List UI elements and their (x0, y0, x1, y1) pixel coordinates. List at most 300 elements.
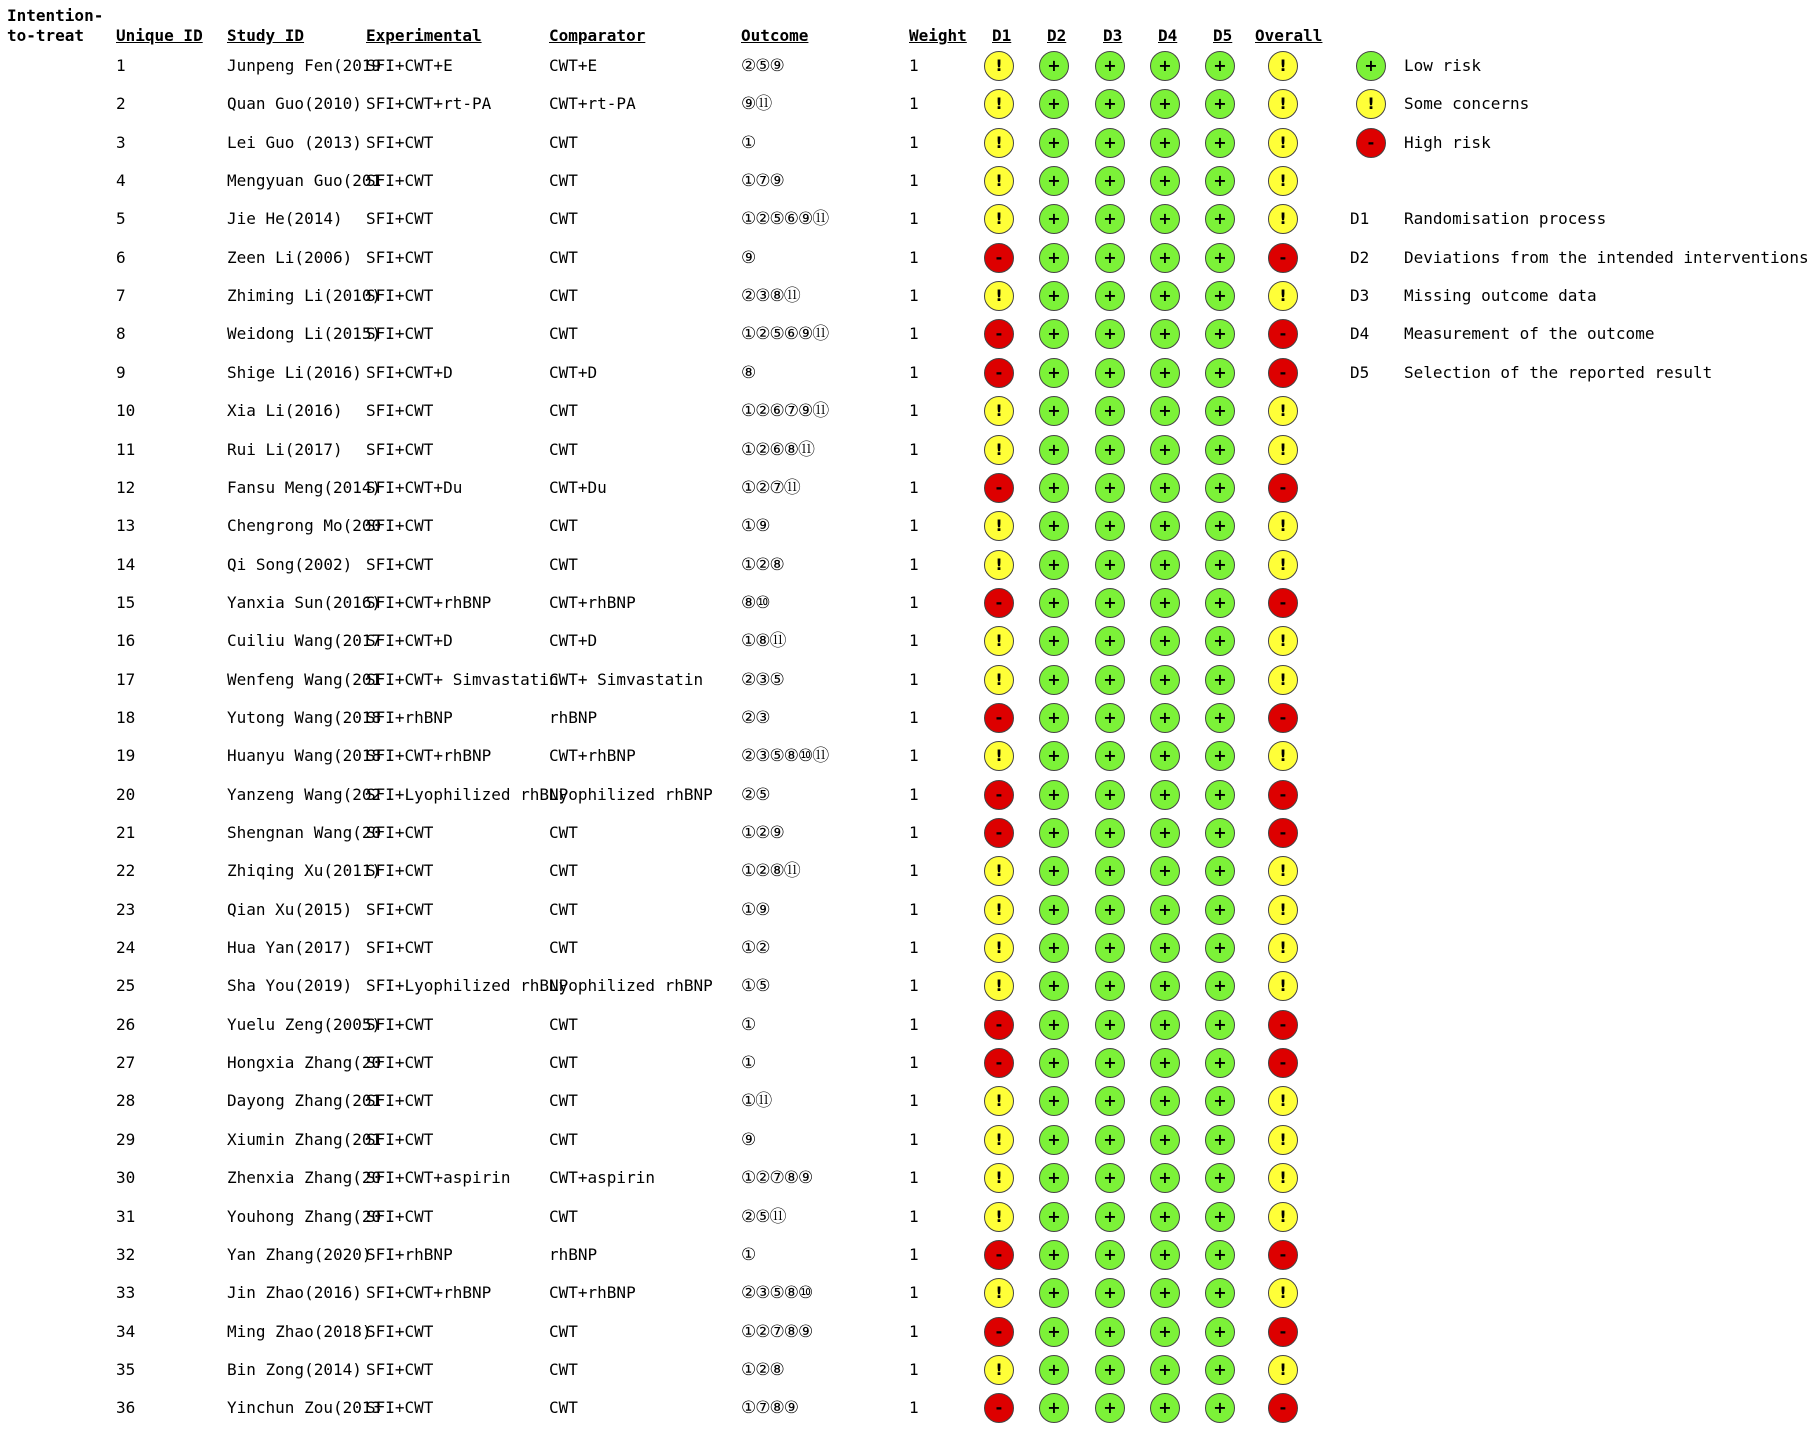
d3-judgement-icon: + (1095, 435, 1125, 465)
d3-judgement-icon: + (1095, 741, 1125, 771)
overall-judgement-icon: - (1268, 1010, 1298, 1040)
weight-cell: 1 (909, 1283, 919, 1303)
d5-judgement-icon: + (1205, 435, 1235, 465)
d3-judgement-icon: + (1095, 166, 1125, 196)
d4-judgement-icon: + (1150, 281, 1180, 311)
d3-judgement-icon: + (1095, 1048, 1125, 1078)
weight-cell: 1 (909, 132, 919, 152)
unique-id-cell: 27 (116, 1053, 136, 1073)
experimental-cell: SFI+CWT (366, 1398, 434, 1418)
unique-id-cell: 11 (116, 439, 136, 459)
d2-judgement-icon: + (1039, 204, 1069, 234)
d3-judgement-icon: + (1095, 243, 1125, 273)
d3-judgement-icon: + (1095, 895, 1125, 925)
overall-judgement-icon: ! (1268, 933, 1298, 963)
d4-judgement-icon: + (1150, 1086, 1180, 1116)
comparator-cell: CWT (549, 401, 578, 421)
d2-judgement-icon: + (1039, 473, 1069, 503)
experimental-cell: SFI+CWT (366, 1321, 434, 1341)
d5-judgement-icon: + (1205, 1355, 1235, 1385)
d1-judgement-icon: - (984, 818, 1014, 848)
experimental-cell: SFI+CWT (366, 938, 434, 958)
legend-item-low (1356, 47, 1756, 85)
domain-item (1350, 277, 1770, 315)
experimental-cell: SFI+CWT (366, 899, 434, 919)
d1-judgement-icon: - (984, 703, 1014, 733)
weight-cell: 1 (909, 899, 919, 919)
unique-id-cell: 25 (116, 976, 136, 996)
domain-name: Deviations from the intended interventions (1404, 247, 1809, 267)
d5-judgement-icon: + (1205, 741, 1235, 771)
header-d5: D5 (1213, 26, 1233, 45)
d2-judgement-icon: + (1039, 818, 1069, 848)
study-id-cell: Youhong Zhang(20 (227, 1206, 382, 1226)
outcome-cell: ①⑪ (741, 1091, 772, 1112)
d1-judgement-icon: ! (984, 128, 1014, 158)
legend-item-high (1356, 124, 1756, 162)
overall-judgement-icon: ! (1268, 1125, 1298, 1155)
comparator-cell: CWT (549, 1206, 578, 1226)
d4-judgement-icon: + (1150, 1317, 1180, 1347)
d3-judgement-icon: + (1095, 550, 1125, 580)
experimental-cell: SFI+CWT (366, 554, 434, 574)
d4-judgement-icon: + (1150, 435, 1180, 465)
d4-judgement-icon: + (1150, 1048, 1180, 1078)
unique-id-cell: 28 (116, 1091, 136, 1111)
study-id-cell: Quan Guo(2010) (227, 94, 362, 114)
d1-judgement-icon: ! (984, 435, 1014, 465)
d3-judgement-icon: + (1095, 1163, 1125, 1193)
domain-name: Measurement of the outcome (1404, 324, 1655, 344)
table-row (0, 661, 1772, 699)
d4-judgement-icon: + (1150, 204, 1180, 234)
d1-judgement-icon: ! (984, 1278, 1014, 1308)
comparator-cell: CWT (549, 1359, 578, 1379)
d4-judgement-icon: + (1150, 703, 1180, 733)
unique-id-cell: 6 (116, 247, 126, 267)
d1-judgement-icon: ! (984, 550, 1014, 580)
unique-id-cell: 5 (116, 209, 126, 229)
domain-code: D3 (1350, 286, 1370, 306)
table-row (0, 546, 1772, 584)
d3-judgement-icon: + (1095, 1355, 1125, 1385)
weight-cell: 1 (909, 247, 919, 267)
d3-judgement-icon: + (1095, 703, 1125, 733)
experimental-cell: SFI+CWT (366, 324, 434, 344)
legend-low-icon: + (1356, 51, 1386, 81)
table-row (0, 699, 1772, 737)
d5-judgement-icon: + (1205, 780, 1235, 810)
d1-judgement-icon: ! (984, 281, 1014, 311)
d2-judgement-icon: + (1039, 856, 1069, 886)
overall-judgement-icon: ! (1268, 435, 1298, 465)
weight-cell: 1 (909, 286, 919, 306)
table-row (0, 507, 1772, 545)
d5-judgement-icon: + (1205, 1278, 1235, 1308)
d1-judgement-icon: ! (984, 1202, 1014, 1232)
table-row (0, 431, 1772, 469)
d1-judgement-icon: ! (984, 741, 1014, 771)
weight-cell: 1 (909, 554, 919, 574)
domain-code: D4 (1350, 324, 1370, 344)
experimental-cell: SFI+CWT+rhBNP (366, 592, 492, 612)
table-row (0, 1159, 1772, 1197)
unique-id-cell: 21 (116, 823, 136, 842)
experimental-cell: SFI+CWT (366, 401, 434, 421)
d4-judgement-icon: + (1150, 1393, 1180, 1423)
study-id-cell: Zhiming Li(2010) (227, 286, 382, 306)
experimental-cell: SFI+CWT (366, 209, 434, 229)
d4-judgement-icon: + (1150, 665, 1180, 695)
study-id-cell: Yan Zhang(2020) (227, 1244, 372, 1264)
weight-cell: 1 (909, 1129, 919, 1149)
domain-name: Randomisation process (1404, 209, 1607, 229)
overall-judgement-icon: - (1268, 319, 1298, 349)
outcome-cell: ②③⑧⑪ (741, 286, 800, 307)
study-id-cell: Mengyuan Guo(201 (227, 171, 382, 191)
overall-judgement-icon: - (1268, 1048, 1298, 1078)
d2-judgement-icon: + (1039, 128, 1069, 158)
d5-judgement-icon: + (1205, 588, 1235, 618)
d3-judgement-icon: + (1095, 396, 1125, 426)
d5-judgement-icon: + (1205, 511, 1235, 541)
overall-judgement-icon: ! (1268, 1355, 1298, 1385)
d1-judgement-icon: - (984, 780, 1014, 810)
overall-judgement-icon: - (1268, 588, 1298, 618)
d3-judgement-icon: + (1095, 51, 1125, 81)
table-row (0, 814, 1772, 852)
d3-judgement-icon: + (1095, 128, 1125, 158)
experimental-cell: SFI+CWT (366, 1053, 434, 1073)
weight-cell: 1 (909, 861, 919, 881)
experimental-cell: SFI+CWT (366, 247, 434, 267)
d3-judgement-icon: + (1095, 1393, 1125, 1423)
overall-judgement-icon: ! (1268, 128, 1298, 158)
experimental-cell: SFI+CWT+rhBNP (366, 746, 492, 766)
experimental-cell: SFI+CWT (366, 1091, 434, 1111)
d3-judgement-icon: + (1095, 511, 1125, 541)
title-line-1: Intention- (7, 6, 104, 25)
overall-judgement-icon: ! (1268, 741, 1298, 771)
comparator-cell: CWT+rhBNP (549, 746, 636, 766)
table-row (0, 1236, 1772, 1274)
weight-cell: 1 (909, 1091, 919, 1111)
d1-judgement-icon: - (984, 319, 1014, 349)
d2-judgement-icon: + (1039, 1317, 1069, 1347)
d4-judgement-icon: + (1150, 1355, 1180, 1385)
study-id-cell: Weidong Li(2015) (227, 324, 382, 344)
d1-judgement-icon: ! (984, 1355, 1014, 1385)
d2-judgement-icon: + (1039, 358, 1069, 388)
comparator-cell: Lyophilized rhBNP (549, 784, 713, 804)
d5-judgement-icon: + (1205, 473, 1235, 503)
unique-id-cell: 24 (116, 938, 136, 958)
domain-name: Missing outcome data (1404, 286, 1597, 306)
table-row (0, 622, 1772, 660)
d1-judgement-icon: - (984, 1010, 1014, 1040)
comparator-cell: CWT (549, 938, 578, 958)
d4-judgement-icon: + (1150, 396, 1180, 426)
unique-id-cell: 7 (116, 286, 126, 306)
d5-judgement-icon: + (1205, 971, 1235, 1001)
study-id-cell: Zhiqing Xu(2011) (227, 861, 382, 881)
d1-judgement-icon: - (984, 1393, 1014, 1423)
unique-id-cell: 17 (116, 669, 136, 689)
experimental-cell: SFI+CWT+aspirin (366, 1168, 511, 1188)
d3-judgement-icon: + (1095, 1317, 1125, 1347)
experimental-cell: SFI+rhBNP (366, 1244, 453, 1264)
comparator-cell: CWT+D (549, 631, 598, 651)
table-row (0, 1006, 1772, 1044)
overall-judgement-icon: - (1268, 473, 1298, 503)
weight-cell: 1 (909, 362, 919, 382)
d4-judgement-icon: + (1150, 166, 1180, 196)
study-id-cell: Xiumin Zhang(201 (227, 1129, 382, 1149)
experimental-cell: SFI+CWT+D (366, 631, 453, 651)
overall-judgement-icon: ! (1268, 511, 1298, 541)
header-comparator: Comparator (549, 26, 646, 45)
d2-judgement-icon: + (1039, 1202, 1069, 1232)
outcome-cell: ①② (741, 938, 770, 959)
header-d4: D4 (1158, 26, 1178, 45)
table-row (0, 891, 1772, 929)
d4-judgement-icon: + (1150, 358, 1180, 388)
outcome-cell: ① (741, 1014, 756, 1035)
comparator-cell: Lyophilized rhBNP (549, 976, 713, 996)
weight-cell: 1 (909, 477, 919, 497)
overall-judgement-icon: ! (1268, 856, 1298, 886)
d3-judgement-icon: + (1095, 1278, 1125, 1308)
d3-judgement-icon: + (1095, 1240, 1125, 1270)
d1-judgement-icon: ! (984, 1086, 1014, 1116)
comparator-cell: CWT+D (549, 362, 598, 382)
unique-id-cell: 10 (116, 401, 136, 421)
legend-item-some (1356, 85, 1756, 123)
outcome-cell: ②③⑤⑧⑩⑪ (741, 746, 829, 767)
study-id-cell: Yanxia Sun(2016) (227, 592, 382, 612)
d4-judgement-icon: + (1150, 971, 1180, 1001)
d3-judgement-icon: + (1095, 204, 1125, 234)
header-weight: Weight (909, 26, 967, 45)
d2-judgement-icon: + (1039, 1163, 1069, 1193)
experimental-cell: SFI+CWT (366, 439, 434, 459)
overall-judgement-icon: ! (1268, 166, 1298, 196)
weight-cell: 1 (909, 439, 919, 459)
comparator-cell: CWT (549, 324, 578, 344)
experimental-cell: SFI+CWT+Du (366, 477, 463, 497)
experimental-cell: SFI+Lyophilized rhBNP (366, 976, 569, 996)
d5-judgement-icon: + (1205, 1163, 1235, 1193)
study-id-cell: Rui Li(2017) (227, 439, 343, 459)
weight-cell: 1 (909, 1359, 919, 1379)
d4-judgement-icon: + (1150, 1010, 1180, 1040)
weight-cell: 1 (909, 707, 919, 727)
unique-id-cell: 3 (116, 132, 126, 152)
d3-judgement-icon: + (1095, 971, 1125, 1001)
d5-judgement-icon: + (1205, 550, 1235, 580)
overall-judgement-icon: ! (1268, 550, 1298, 580)
legend-label: High risk (1404, 132, 1491, 152)
weight-cell: 1 (909, 938, 919, 958)
comparator-cell: CWT+ Simvastatin (549, 669, 704, 689)
d2-judgement-icon: + (1039, 780, 1069, 810)
comparator-cell: CWT (549, 823, 578, 842)
weight-cell: 1 (909, 324, 919, 344)
d2-judgement-icon: + (1039, 243, 1069, 273)
d2-judgement-icon: + (1039, 741, 1069, 771)
study-id-cell: Jin Zhao(2016) (227, 1283, 362, 1303)
study-id-cell: Dayong Zhang(201 (227, 1091, 382, 1111)
unique-id-cell: 16 (116, 631, 136, 651)
outcome-cell: ①⑧⑪ (741, 631, 786, 652)
unique-id-cell: 4 (116, 171, 126, 191)
overall-judgement-icon: ! (1268, 396, 1298, 426)
d2-judgement-icon: + (1039, 933, 1069, 963)
experimental-cell: SFI+CWT (366, 823, 434, 842)
d4-judgement-icon: + (1150, 319, 1180, 349)
weight-cell: 1 (909, 56, 919, 75)
study-id-cell: Zeen Li(2006) (227, 247, 353, 267)
overall-judgement-icon: ! (1268, 626, 1298, 656)
d3-judgement-icon: + (1095, 358, 1125, 388)
comparator-cell: CWT (549, 899, 578, 919)
overall-judgement-icon: ! (1268, 895, 1298, 925)
d1-judgement-icon: ! (984, 856, 1014, 886)
d1-judgement-icon: - (984, 1317, 1014, 1347)
comparator-cell: CWT+aspirin (549, 1168, 655, 1188)
study-id-cell: Qi Song(2002) (227, 554, 353, 574)
d3-judgement-icon: + (1095, 281, 1125, 311)
experimental-cell: SFI+CWT (366, 516, 434, 536)
experimental-cell: SFI+CWT+ Simvastatin (366, 669, 559, 689)
legend-label: Some concerns (1404, 94, 1530, 114)
weight-cell: 1 (909, 1014, 919, 1034)
outcome-cell: ②⑤ (741, 784, 770, 805)
weight-cell: 1 (909, 1321, 919, 1341)
table-row (0, 162, 1772, 200)
unique-id-cell: 26 (116, 1014, 136, 1034)
weight-cell: 1 (909, 823, 919, 842)
outcome-cell: ⑨ (741, 1129, 756, 1150)
experimental-cell: SFI+CWT (366, 286, 434, 306)
d1-judgement-icon: ! (984, 51, 1014, 81)
comparator-cell: CWT+rt-PA (549, 94, 636, 114)
d5-judgement-icon: + (1205, 1240, 1235, 1270)
d3-judgement-icon: + (1095, 89, 1125, 119)
overall-judgement-icon: - (1268, 358, 1298, 388)
domain-item (1350, 239, 1809, 277)
comparator-cell: CWT (549, 516, 578, 536)
unique-id-cell: 35 (116, 1359, 136, 1379)
legend-high-icon: - (1356, 128, 1386, 158)
unique-id-cell: 30 (116, 1168, 136, 1188)
study-id-cell: Fansu Meng(2014) (227, 477, 382, 497)
overall-judgement-icon: - (1268, 1393, 1298, 1423)
outcome-cell: ①②⑧ (741, 554, 784, 575)
comparator-cell: rhBNP (549, 1244, 598, 1264)
weight-cell: 1 (909, 209, 919, 229)
intention-to-treat-title (7, 6, 103, 46)
d1-judgement-icon: - (984, 358, 1014, 388)
comparator-cell: CWT (549, 1129, 578, 1149)
outcome-cell: ①②⑤⑥⑨⑪ (741, 324, 829, 345)
unique-id-cell: 33 (116, 1283, 136, 1303)
d2-judgement-icon: + (1039, 1393, 1069, 1423)
outcome-cell: ①⑤ (741, 976, 770, 997)
overall-judgement-icon: ! (1268, 204, 1298, 234)
comparator-cell: CWT (549, 132, 578, 152)
unique-id-cell: 19 (116, 746, 136, 766)
table-row (0, 1044, 1772, 1082)
d1-judgement-icon: ! (984, 396, 1014, 426)
weight-cell: 1 (909, 592, 919, 612)
d1-judgement-icon: ! (984, 1163, 1014, 1193)
unique-id-cell: 1 (116, 56, 126, 75)
experimental-cell: SFI+rhBNP (366, 707, 453, 727)
outcome-cell: ⑧⑩ (741, 592, 770, 613)
d5-judgement-icon: + (1205, 51, 1235, 81)
overall-judgement-icon: - (1268, 818, 1298, 848)
table-row (0, 1198, 1772, 1236)
d4-judgement-icon: + (1150, 933, 1180, 963)
table-row (0, 852, 1772, 890)
comparator-cell: CWT (549, 861, 578, 881)
study-id-cell: Qian Xu(2015) (227, 899, 353, 919)
study-id-cell: Yanzeng Wang(202 (227, 784, 382, 804)
d4-judgement-icon: + (1150, 89, 1180, 119)
d3-judgement-icon: + (1095, 588, 1125, 618)
header-experimental: Experimental (366, 26, 482, 45)
weight-cell: 1 (909, 1244, 919, 1264)
header-d1: D1 (992, 26, 1012, 45)
d5-judgement-icon: + (1205, 626, 1235, 656)
outcome-cell: ⑨ (741, 247, 756, 268)
d5-judgement-icon: + (1205, 703, 1235, 733)
outcome-cell: ②⑤⑨ (741, 56, 784, 76)
unique-id-cell: 22 (116, 861, 136, 881)
experimental-cell: SFI+CWT (366, 1359, 434, 1379)
d1-judgement-icon: - (984, 243, 1014, 273)
d2-judgement-icon: + (1039, 1240, 1069, 1270)
d1-judgement-icon: - (984, 1240, 1014, 1270)
d5-judgement-icon: + (1205, 319, 1235, 349)
d1-judgement-icon: ! (984, 626, 1014, 656)
outcome-cell: ①⑨ (741, 899, 770, 920)
unique-id-cell: 34 (116, 1321, 136, 1341)
outcome-cell: ②③⑤ (741, 669, 784, 690)
d2-judgement-icon: + (1039, 626, 1069, 656)
domain-name: Selection of the reported result (1404, 362, 1713, 382)
comparator-cell: CWT (549, 247, 578, 267)
comparator-cell: CWT (549, 1053, 578, 1073)
d5-judgement-icon: + (1205, 933, 1235, 963)
weight-cell: 1 (909, 1398, 919, 1418)
d5-judgement-icon: + (1205, 818, 1235, 848)
d5-judgement-icon: + (1205, 895, 1235, 925)
d1-judgement-icon: ! (984, 665, 1014, 695)
outcome-cell: ① (741, 132, 756, 153)
d2-judgement-icon: + (1039, 51, 1069, 81)
table-row (0, 737, 1772, 775)
unique-id-cell: 29 (116, 1129, 136, 1149)
experimental-cell: SFI+Lyophilized rhBNP (366, 784, 569, 804)
comparator-cell: CWT (549, 1321, 578, 1341)
outcome-cell: ⑨⑪ (741, 94, 772, 115)
d3-judgement-icon: + (1095, 473, 1125, 503)
d4-judgement-icon: + (1150, 741, 1180, 771)
d2-judgement-icon: + (1039, 166, 1069, 196)
study-id-cell: Huanyu Wang(2018 (227, 746, 382, 766)
